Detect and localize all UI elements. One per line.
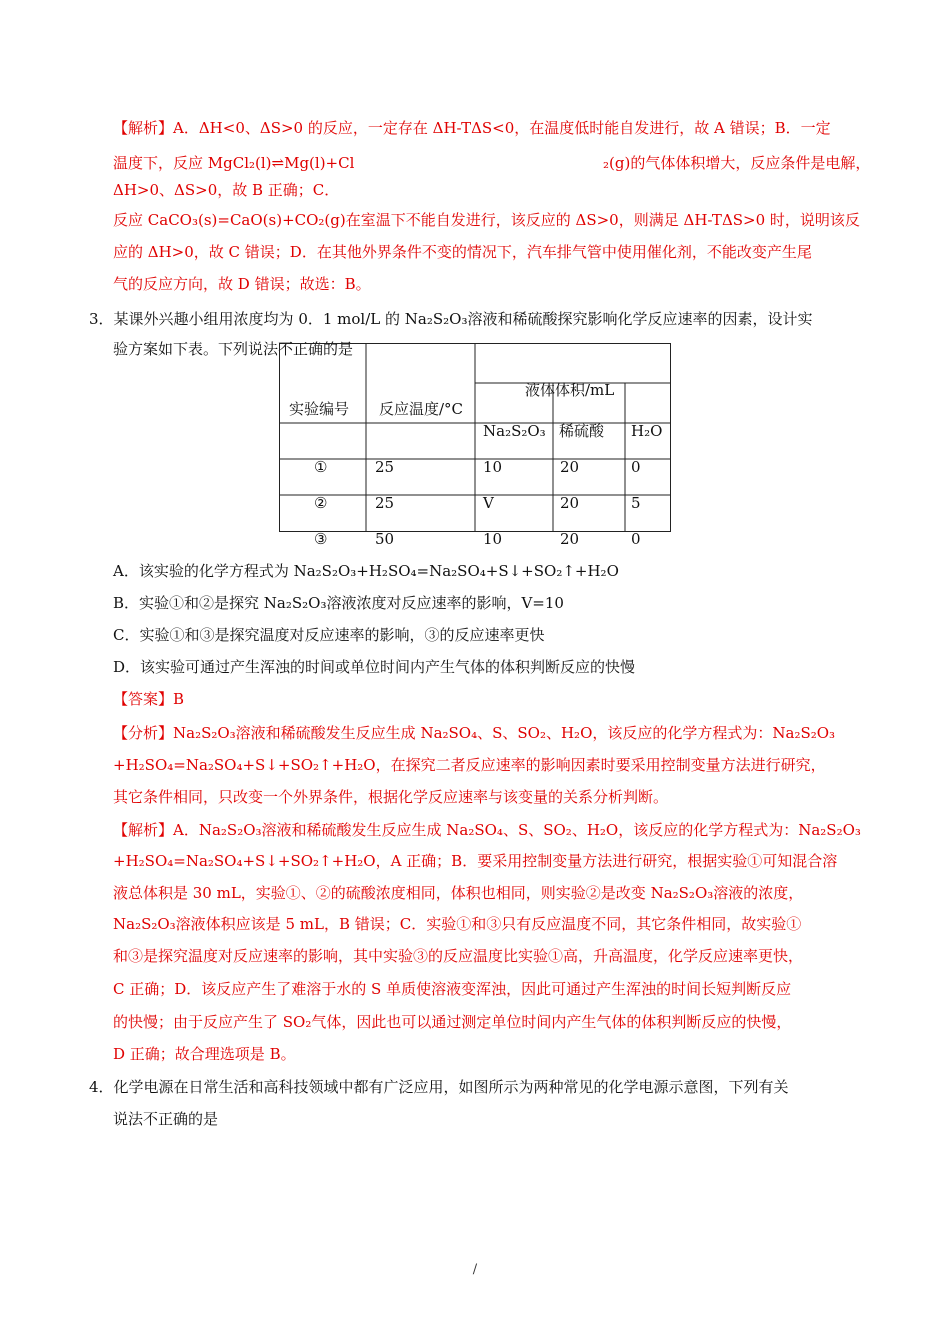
q3-explain-line-3: 液总体积是 30 mL，实验①、②的硫酸浓度相同，体积也相同，则实验②是改变 Na₂S₂O₃溶液的浓度， [113,884,804,902]
q3-analysis-line-1: 【分析】Na₂S₂O₃溶液和稀硫酸发生反应生成 Na₂SO₄、S、SO₂、H₂O，该反应的化学方程式为：Na₂S₂O₃ [113,724,836,742]
row-1-na: 10 [483,458,503,476]
row-3-acid: 20 [560,530,580,548]
q4-stem-line-2: 说法不正确的是 [113,1110,219,1128]
row-3-id: ③ [314,530,328,548]
q3-analysis-line-3: 其它条件相同，只改变一个外界条件，根据化学反应速率与该变量的关系分析判断。 [113,788,669,806]
row-2-acid: 20 [560,494,580,512]
q2-explain-line-2b: ₂(g)的气体体积增大，反应条件是电解， [603,154,871,172]
row-2-na: V [483,494,494,512]
row-1-id: ① [314,458,328,476]
q3-explain-line-4: Na₂S₂O₃溶液体积应该是 5 mL，B 错误；C．实验①和③只有反应温度不同，其它条件相同，故实验① [113,915,802,933]
q3-explain-line-2: +H₂SO₄=Na₂SO₄+S↓+SO₂↑+H₂O，A 正确；B．要采用控制变量方法进行研究，根据实验①可知混合溶 [113,852,838,870]
q3-explain-line-7: 的快慢；由于反应产生了 SO₂气体，因此也可以通过测定单位时间内产生气体的体积判断反应的快慢， [113,1013,792,1031]
row-2-temp: 25 [375,494,395,512]
row-1-water: 0 [631,458,641,476]
q3-explain-line-8: D 正确；故合理选项是 B。 [113,1045,296,1063]
row-3-water: 0 [631,530,641,548]
header-dilute-acid: 稀硫酸 [559,422,605,440]
header-temperature: 反应温度/°C [379,400,464,418]
header-experiment-id: 实验编号 [289,400,350,418]
q2-explain-line-2a: 温度下，反应 MgCl₂(l)⇌Mg(l)+Cl [113,154,355,172]
q3-stem-line-1: 3．某课外兴趣小组用浓度均为 0．1 mol/L 的 Na₂S₂O₃溶液和稀硫酸探究影响化学反应速率的因素，设计实 [89,310,813,328]
q3-option-c: C．实验①和③是探究温度对反应速率的影响，③的反应速率更快 [113,626,545,644]
q3-option-d: D．该实验可通过产生浑浊的时间或单位时间内产生气体的体积判断反应的快慢 [113,658,636,676]
q3-explain-line-1: 【解析】A．Na₂S₂O₃溶液和稀硫酸发生反应生成 Na₂SO₄、S、SO₂、H₂O，该反应的化学方程式为：Na₂S₂O₃ [113,821,861,839]
header-liquid-volume: 液体体积/mL [525,381,615,399]
q3-option-a: A．该实验的化学方程式为 Na₂S₂O₃+H₂SO₄=Na₂SO₄+S↓+SO₂↑+H₂O [113,562,619,580]
q4-stem-line-1: 4．化学电源在日常生活和高科技领域中都有广泛应用，如图所示为两种常见的化学电源示意图，下列有关 [89,1078,789,1096]
q3-explain-line-5: 和③是探究温度对反应速率的影响，其中实验③的反应温度比实验①高，升高温度，化学反应速率更快， [113,947,804,965]
row-1-temp: 25 [375,458,395,476]
q2-explain-line-3: ΔH>0、ΔS>0，故 B 正确；C． [113,181,340,199]
q2-explain-line-6: 气的反应方向，故 D 错误；故选：B。 [113,275,371,293]
q2-explain-line-1: 【解析】A．ΔH<0、ΔS>0 的反应，一定存在 ΔH-TΔS<0，在温度低时能自发进行，故 A 错误；B．一定 [113,119,831,137]
row-3-temp: 50 [375,530,395,548]
q3-option-b: B．实验①和②是探究 Na₂S₂O₃溶液浓度对反应速率的影响，V=10 [113,594,564,612]
experiment-table [279,343,671,548]
q3-answer: 【答案】B [113,690,185,708]
page-footer: / [472,1262,478,1277]
q3-stem-line-2: 验方案如下表。下列说法不正确的是 [113,340,354,358]
header-water: H₂O [631,422,663,440]
q2-explain-line-5: 应的 ΔH>0，故 C 错误；D．在其他外界条件不变的情况下，汽车排气管中使用催化剂，不能改变产生尾 [113,243,812,261]
row-2-id: ② [314,494,328,512]
q3-explain-line-6: C 正确；D．该反应产生了难溶于水的 S 单质使溶液变浑浊，因此可通过产生浑浊的时间长短判断反应 [113,980,792,998]
q2-explain-line-4: 反应 CaCO₃(s)=CaO(s)+CO₂(g)在室温下不能自发进行，该反应的 ΔS>0，则满足 ΔH-TΔS>0 时，说明该反 [113,211,860,229]
row-2-water: 5 [631,494,641,512]
row-3-na: 10 [483,530,503,548]
table-grid [279,343,671,532]
q3-analysis-line-2: +H₂SO₄=Na₂SO₄+S↓+SO₂↑+H₂O，在探究二者反应速率的影响因素时要采用控制变量方法进行研究， [113,756,826,774]
header-na2s2o3: Na₂S₂O₃ [483,422,546,440]
row-1-acid: 20 [560,458,580,476]
